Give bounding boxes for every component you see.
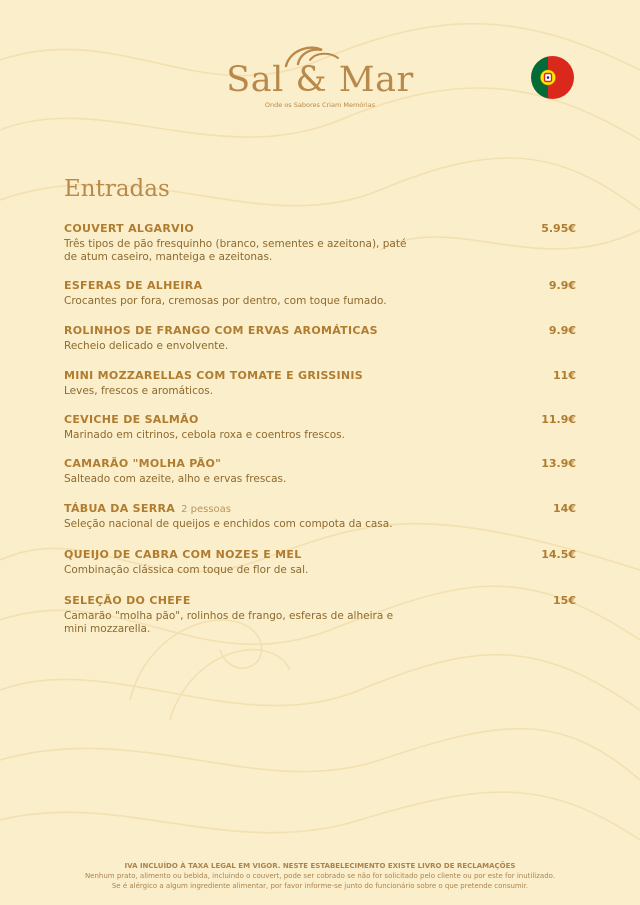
menu-item-name: ROLINHOS DE FRANGO COM ERVAS AROMÁTICAS xyxy=(64,324,378,337)
footer-legal-line: IVA INCLUÍDO À TAXA LEGAL EM VIGOR. NESTE ESTABELECIMENTO EXISTE LIVRO DE RECLAMAÇÕES xyxy=(124,862,516,870)
menu-item-note: 2 pessoas xyxy=(181,504,231,515)
menu-item xyxy=(64,413,576,442)
menu-item-name: MINI MOZZARELLAS COM TOMATE E GRISSINIS xyxy=(64,369,364,382)
menu-item-price: 5.95€ xyxy=(541,222,576,235)
menu-item xyxy=(64,324,576,353)
menu-item-name: CAMARÃO "MOLHA PÃO" xyxy=(64,457,222,470)
menu-item-description: Leves, frescos e aromáticos. xyxy=(64,385,214,397)
menu-item-price: 11.9€ xyxy=(541,413,576,426)
menu-item-description: Crocantes por fora, cremosas por dentro, com toque fumado. xyxy=(64,295,387,307)
menu-item xyxy=(64,548,576,577)
menu-item-name: COUVERT ALGARVIO xyxy=(64,222,194,235)
menu-item-description: Salteado com azeite, alho e ervas frescas. xyxy=(64,473,287,485)
menu-item xyxy=(64,457,576,486)
section-title: Entradas xyxy=(64,176,170,202)
brand-tagline: Onde os Sabores Criam Memórias xyxy=(264,101,376,109)
menu-item xyxy=(64,222,576,264)
menu-item-price: 11€ xyxy=(553,369,576,382)
menu-item xyxy=(64,594,576,636)
menu-item xyxy=(64,279,576,308)
menu-item-name: ESFERAS DE ALHEIRA xyxy=(64,279,203,292)
menu-item-price: 14.5€ xyxy=(541,548,576,561)
footer-allergy-notice: Se é alérgico a algum ingrediente alimentar, por favor informe-se junto do funcionário sobre o que pretende consumir. xyxy=(111,882,529,890)
menu-item-description: Marinado em citrinos, cebola roxa e coentros frescos. xyxy=(64,429,345,441)
menu-item-price: 14€ xyxy=(553,502,576,515)
menu-item-description: Camarão "molha pão", rolinhos de frango, esferas de alheira e mini mozzarella. xyxy=(64,610,394,635)
menu-item xyxy=(64,369,576,398)
menu-item-description: Combinação clássica com toque de flor de sal. xyxy=(64,564,309,576)
menu-item xyxy=(64,502,576,531)
brand-name: Sal & Mar xyxy=(226,60,414,100)
menu-item-description: Seleção nacional de queijos e enchidos com compota da casa. xyxy=(64,518,393,530)
menu-item-description: Recheio delicado e envolvente. xyxy=(64,340,229,352)
legal-footer xyxy=(0,861,640,891)
menu-item-name: CEVICHE DE SALMÃO xyxy=(64,413,199,426)
menu-item-name: QUEIJO DE CABRA COM NOZES E MEL xyxy=(64,548,302,561)
menu-item-price: 13.9€ xyxy=(541,457,576,470)
portugal-flag-icon[interactable] xyxy=(531,56,574,99)
menu-item-name: TÁBUA DA SERRA 2 pessoas xyxy=(64,502,231,515)
footer-charge-notice: Nenhum prato, alimento ou bebida, incluindo o couvert, pode ser cobrado se não for solicitado pelo cliente ou por este for inutilizado. xyxy=(84,872,556,880)
menu-item-price: 15€ xyxy=(553,594,576,607)
menu-item-price: 9.9€ xyxy=(548,324,576,337)
menu-item-description: Três tipos de pão fresquinho (branco, sementes e azeitona), paté de atum caseiro, manteiga e azeitonas. xyxy=(64,238,407,263)
menu-item-name: SELEÇÃO DO CHEFE xyxy=(64,594,191,607)
menu-item-price: 9.9€ xyxy=(548,279,576,292)
